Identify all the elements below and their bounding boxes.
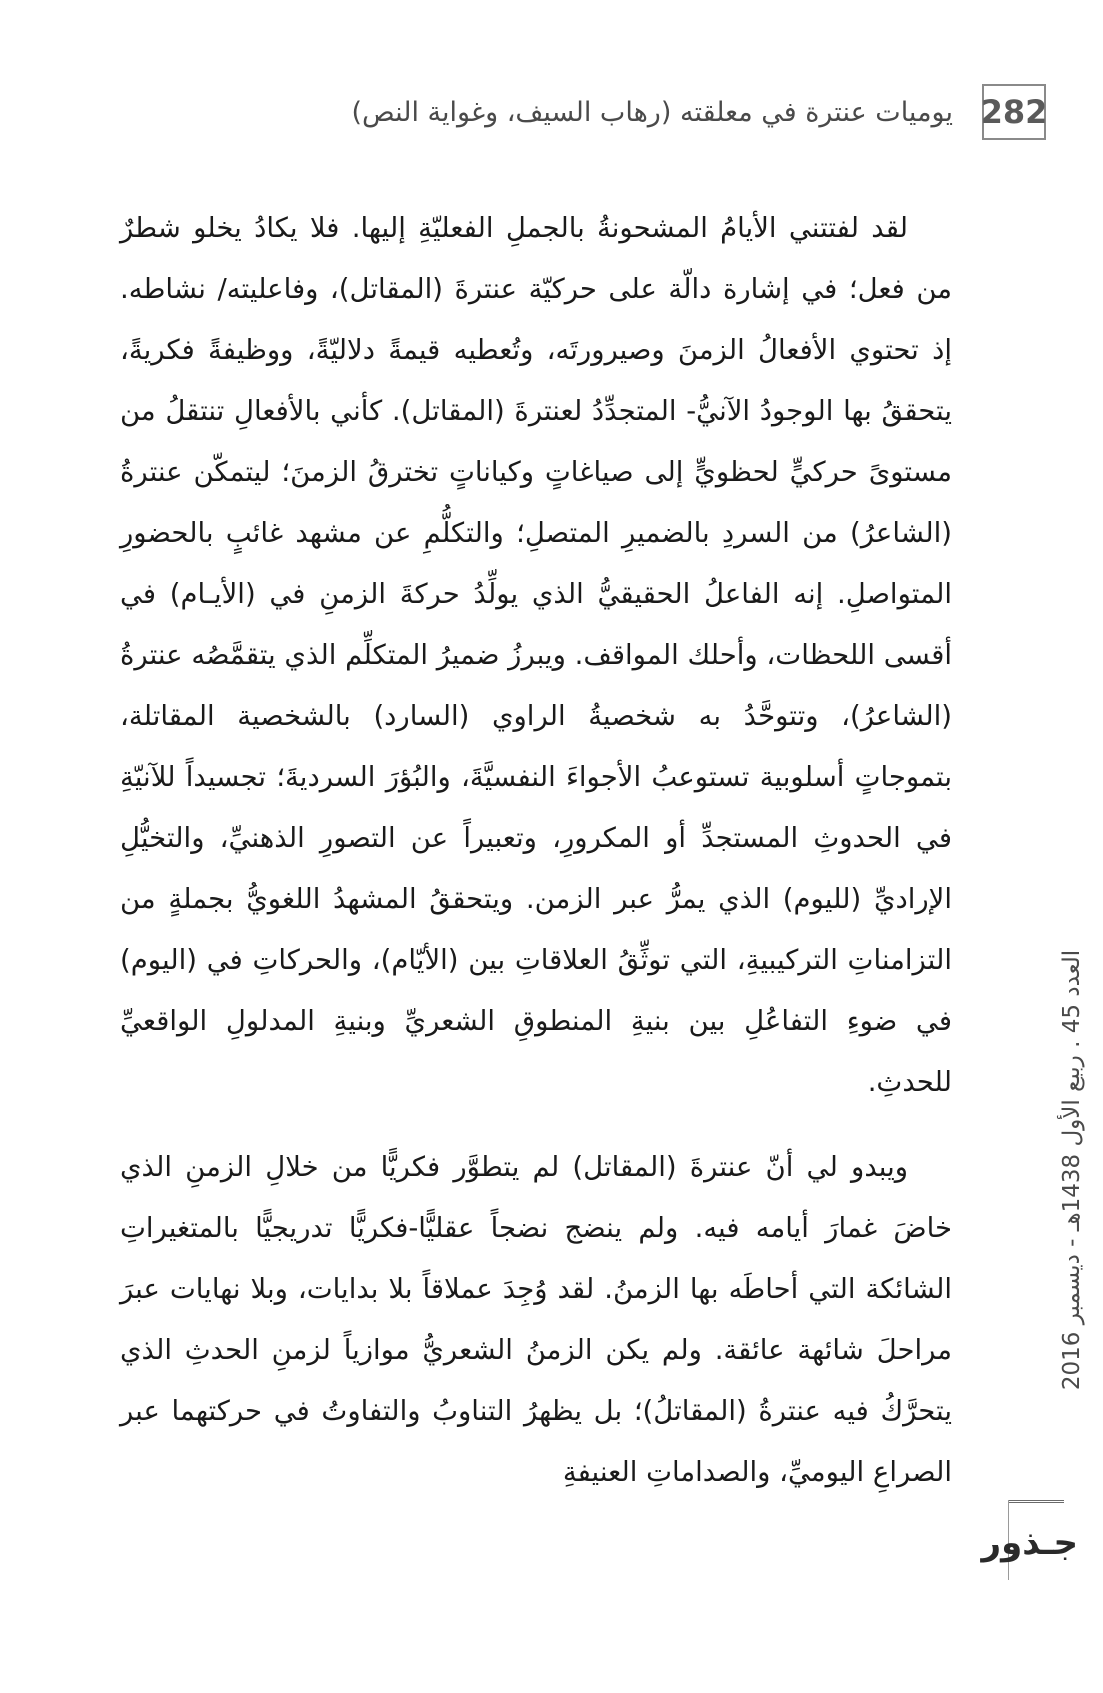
- article-body: [120, 198, 952, 1503]
- margin-divider: [1008, 1500, 1064, 1503]
- body-paragraph: ويبدو لي أنّ عنترةَ (المقاتل) لم يتطوَّر فكريًّا من خلالِ الزمنِ الذي خاضَ غمارَ أيامه فيه. ولم ينضج نضجاً عقليًّا-فكريًّا تدريجيًّا بالمتغيراتِ الشائكة التي أحاطَه بها الزمنُ. لقد وُجِدَ عملاقاً بلا بدايات، وبلا نهايات عبرَ مراحلَ شائهة عائقة. ولم يكن الزمنُ الشعريُّ موازياً لزمنِ الحدثِ الذي يتحرَّكُ فيه عنترةُ (المقاتلُ)؛ بل يظهرُ التناوبُ والتفاوتُ في حركتهما عبر الصراعِ اليوميِّ، والصداماتِ العنيفةِ: [120, 1151, 952, 1488]
- page-number: 282: [982, 84, 1046, 140]
- running-title: يوميات عنترة في معلقته (رهاب السيف، وغواية النص): [351, 97, 953, 128]
- body-paragraph: لقد لفتتني الأيامُ المشحونةُ بالجملِ الفعليّةِ إليها. فلا يكادُ يخلو شطرٌ من فعل؛ في إشارة دالّة على حركيّة عنترةَ (المقاتل)، وفاعليته/ نشاطه. إذ تحتوي الأفعالُ الزمنَ وصيرورتَه، وتُعطيه قيمةً دلاليّةً، ووظيفةً فكريةً، يتحققُ بها الوجودُ الآنيُّ- المتجدِّدُ لعنترةَ (المقاتل). كأني بالأفعالِ تنتقلُ من مستوىً حركيٍّ لحظويٍّ إلى صياغاتٍ وكياناتٍ تخترقُ الزمنَ؛ ليتمكّن عنترةُ (الشاعرُ) من السردِ بالضميرِ المتصلِ؛ والتكلُّمِ عن مشهد غائبٍ بالحضورِ المتواصلِ. إنه الفاعلُ الحقيقيُّ الذي يولِّدُ حركةَ الزمنِ في (الأيـام) في أقسى اللحظات، وأحلك المواقف. ويبرزُ ضميرُ المتكلِّم الذي يتقمَّصُه عنترةُ (الشاعرُ)، وتتوحَّدُ به شخصيةُ الراوي (السارد) بالشخصية المقاتلة، بتموجاتٍ أسلوبية تستوعبُ الأجواءَ النفسيَّةَ، والبُؤرَ السرديةَ؛ تجسيداً للآنيّةِ في الحدوثِ المستجدِّ أو المكرورِ، وتعبيراً عن التصورِ الذهنيِّ، والتخيُّلِ الإراديِّ (لليوم) الذي يمرُّ عبر الزمن. ويتحققُ المشهدُ اللغويُّ بجملةٍ من التزامناتِ التركيبيةِ، التي توثِّقُ العلاقاتِ بين (الأيّام)، والحركاتِ في (اليوم) في ضوءِ التفاعُلِ بين بنيةِ المنطوقِ الشعريِّ وبنيةِ المدلولِ الواقعيِّ للحدثِ.: [120, 212, 952, 1098]
- issue-info: العدد 45 . ربيع الأول 1438هـ - ديسمبر 2016: [1059, 949, 1085, 1391]
- journal-logo: جـذور: [981, 1523, 1078, 1563]
